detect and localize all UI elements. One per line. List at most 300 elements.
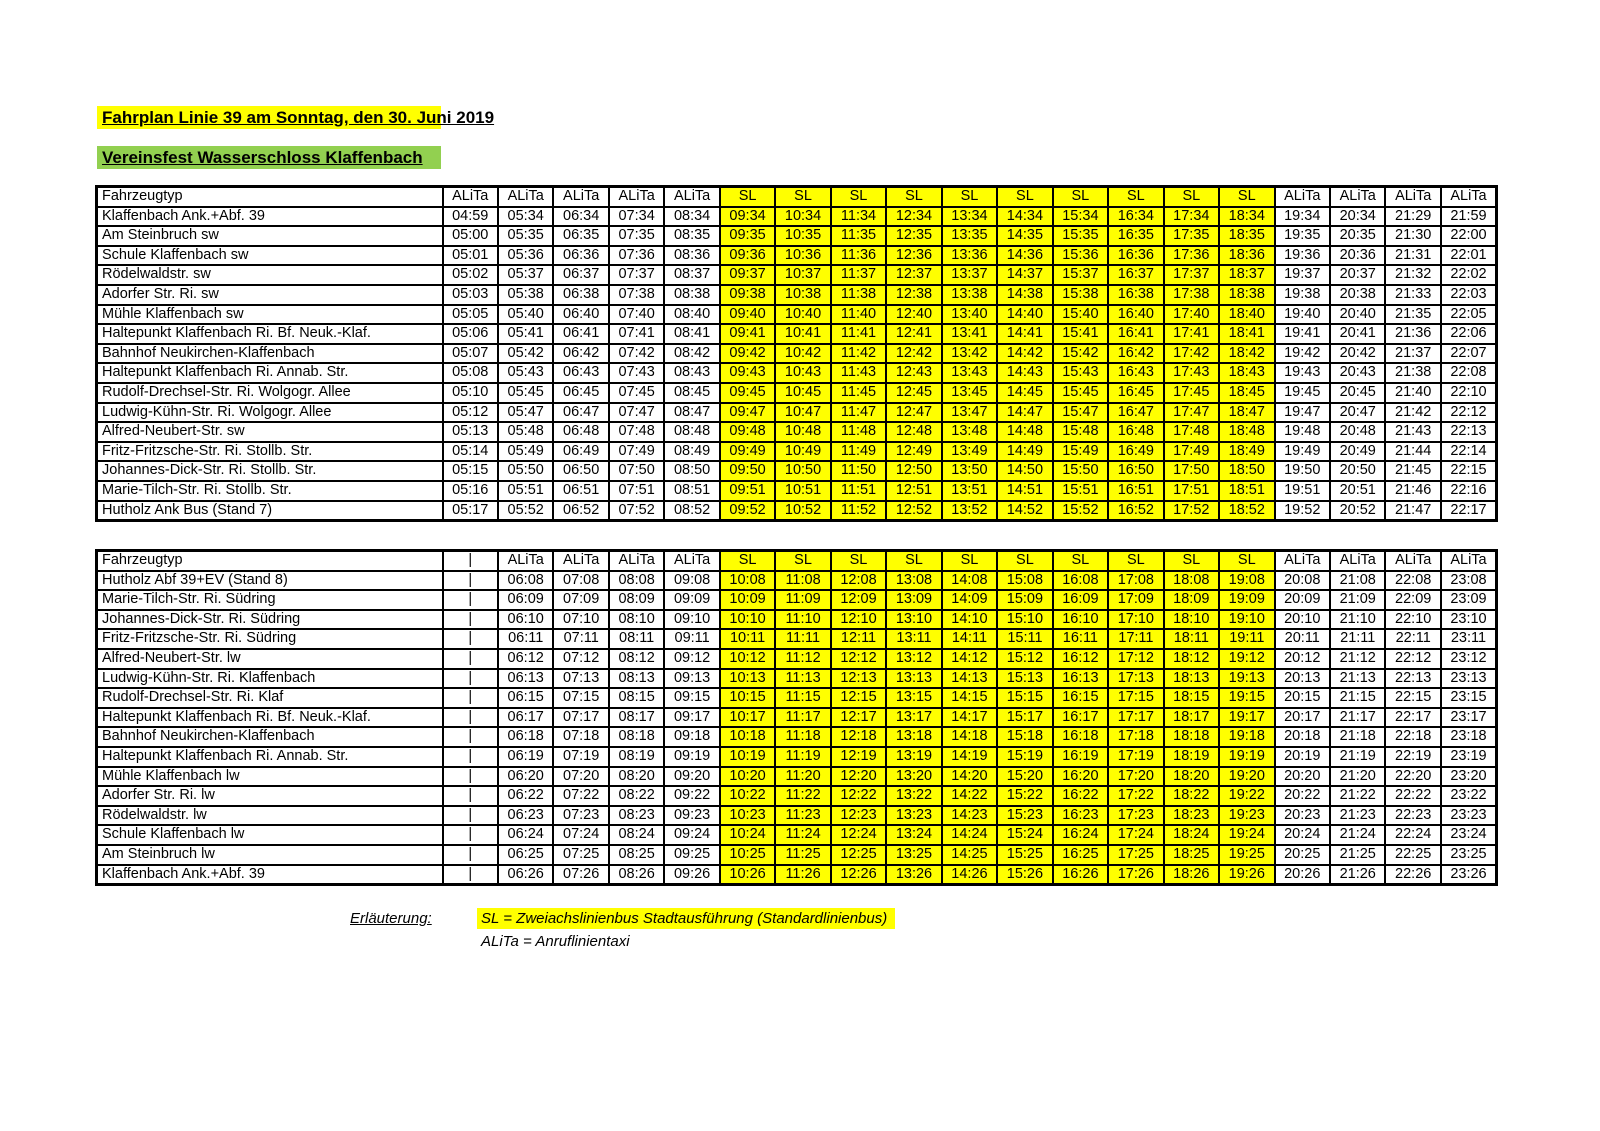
time-cell: 15:24 [997, 825, 1052, 845]
time-cell: 05:17 [443, 501, 498, 521]
time-cell: 13:22 [886, 786, 941, 806]
time-cell: 09:36 [720, 246, 775, 266]
time-cell: 23:24 [1441, 825, 1497, 845]
time-cell: 17:42 [1164, 344, 1219, 364]
time-cell: 07:34 [609, 207, 664, 227]
time-cell: 11:12 [775, 649, 830, 669]
time-cell: 17:41 [1164, 324, 1219, 344]
time-cell: 21:35 [1385, 305, 1440, 325]
time-cell: 13:09 [886, 590, 941, 610]
time-cell: 19:15 [1219, 688, 1274, 708]
time-cell: 18:41 [1219, 324, 1274, 344]
time-cell: 20:50 [1330, 461, 1385, 481]
time-cell: 14:45 [997, 383, 1052, 403]
time-cell: 06:18 [498, 727, 553, 747]
time-cell: 18:23 [1164, 806, 1219, 826]
time-cell: 10:12 [720, 649, 775, 669]
time-cell: 10:43 [775, 363, 830, 383]
time-cell: 06:45 [553, 383, 608, 403]
time-cell: 18:51 [1219, 481, 1274, 501]
time-cell: 22:26 [1385, 865, 1440, 885]
time-cell: 22:06 [1441, 324, 1497, 344]
time-cell: 09:47 [720, 403, 775, 423]
time-cell: 15:37 [1053, 265, 1108, 285]
time-cell: 10:35 [775, 226, 830, 246]
time-cell: 10:42 [775, 344, 830, 364]
table-row [97, 786, 1497, 806]
column-header-alita: ALiTa [664, 187, 719, 207]
time-cell: 10:23 [720, 806, 775, 826]
time-cell: 22:05 [1441, 305, 1497, 325]
time-cell: 16:35 [1108, 226, 1163, 246]
time-cell: 10:48 [775, 422, 830, 442]
time-cell: 09:15 [664, 688, 719, 708]
column-header-alita: ALiTa [609, 551, 664, 571]
table-row [97, 825, 1497, 845]
time-cell: 09:35 [720, 226, 775, 246]
time-cell: 15:11 [997, 629, 1052, 649]
time-cell: 04:59 [443, 207, 498, 227]
time-cell: 17:22 [1108, 786, 1163, 806]
time-cell: 15:47 [1053, 403, 1108, 423]
time-cell: 11:19 [775, 747, 830, 767]
table-row [97, 767, 1497, 787]
time-cell: 12:20 [831, 767, 886, 787]
stop-name-cell: Haltepunkt Klaffenbach Ri. Annab. Str. [97, 363, 443, 383]
table-row [97, 649, 1497, 669]
no-service-cell: | [443, 767, 498, 787]
table-row [97, 590, 1497, 610]
no-service-cell: | [443, 865, 498, 885]
time-cell: 08:13 [609, 669, 664, 689]
time-cell: 17:24 [1108, 825, 1163, 845]
time-cell: 05:47 [498, 403, 553, 423]
legend-alita-definition: ALiTa = Anruflinientaxi [481, 933, 630, 950]
time-cell: 23:25 [1441, 845, 1497, 865]
time-cell: 13:36 [942, 246, 997, 266]
table-row [97, 688, 1497, 708]
time-cell: 13:17 [886, 708, 941, 728]
time-cell: 11:50 [831, 461, 886, 481]
time-cell: 21:32 [1385, 265, 1440, 285]
stop-name-cell: Am Steinbruch lw [97, 845, 443, 865]
time-cell: 09:52 [720, 501, 775, 521]
time-cell: 08:36 [664, 246, 719, 266]
column-header-alita: ALiTa [1275, 187, 1330, 207]
time-cell: 11:26 [775, 865, 830, 885]
time-cell: 11:42 [831, 344, 886, 364]
time-cell: 20:20 [1275, 767, 1330, 787]
time-cell: 11:40 [831, 305, 886, 325]
time-cell: 10:18 [720, 727, 775, 747]
time-cell: 13:20 [886, 767, 941, 787]
time-cell: 16:40 [1108, 305, 1163, 325]
time-cell: 19:13 [1219, 669, 1274, 689]
time-cell: 12:48 [886, 422, 941, 442]
time-cell: 10:38 [775, 285, 830, 305]
time-cell: 06:22 [498, 786, 553, 806]
time-cell: 08:09 [609, 590, 664, 610]
time-cell: 11:09 [775, 590, 830, 610]
time-cell: 10:09 [720, 590, 775, 610]
time-cell: 21:44 [1385, 442, 1440, 462]
time-cell: 19:52 [1275, 501, 1330, 521]
time-cell: 16:51 [1108, 481, 1163, 501]
time-cell: 09:19 [664, 747, 719, 767]
column-header-alita: ALiTa [1385, 551, 1440, 571]
time-cell: 12:51 [886, 481, 941, 501]
time-cell: 13:38 [942, 285, 997, 305]
time-cell: 17:20 [1108, 767, 1163, 787]
time-cell: 21:26 [1330, 865, 1385, 885]
time-cell: 19:24 [1219, 825, 1274, 845]
time-cell: 13:18 [886, 727, 941, 747]
time-cell: 17:43 [1164, 363, 1219, 383]
time-cell: 11:37 [831, 265, 886, 285]
time-cell: 09:37 [720, 265, 775, 285]
time-cell: 06:49 [553, 442, 608, 462]
time-cell: 07:45 [609, 383, 664, 403]
time-cell: 09:25 [664, 845, 719, 865]
time-cell: 10:11 [720, 629, 775, 649]
time-cell: 21:30 [1385, 226, 1440, 246]
time-cell: 12:42 [886, 344, 941, 364]
time-cell: 18:12 [1164, 649, 1219, 669]
time-cell: 17:13 [1108, 669, 1163, 689]
time-cell: 16:45 [1108, 383, 1163, 403]
time-cell: 11:24 [775, 825, 830, 845]
stop-name-cell: Fritz-Fritzsche-Str. Ri. Stollb. Str. [97, 442, 443, 462]
time-cell: 16:36 [1108, 246, 1163, 266]
column-header-no-service: | [443, 551, 498, 571]
time-cell: 10:15 [720, 688, 775, 708]
time-cell: 23:11 [1441, 629, 1497, 649]
column-header-sl: SL [720, 551, 775, 571]
time-cell: 17:17 [1108, 708, 1163, 728]
time-cell: 10:36 [775, 246, 830, 266]
time-cell: 05:36 [498, 246, 553, 266]
time-cell: 13:23 [886, 806, 941, 826]
time-cell: 17:11 [1108, 629, 1163, 649]
time-cell: 18:20 [1164, 767, 1219, 787]
time-cell: 10:24 [720, 825, 775, 845]
time-cell: 14:48 [997, 422, 1052, 442]
time-cell: 17:48 [1164, 422, 1219, 442]
time-cell: 07:23 [553, 806, 608, 826]
no-service-cell: | [443, 610, 498, 630]
time-cell: 20:43 [1330, 363, 1385, 383]
time-cell: 22:10 [1441, 383, 1497, 403]
time-cell: 14:52 [997, 501, 1052, 521]
time-cell: 15:36 [1053, 246, 1108, 266]
time-cell: 18:08 [1164, 571, 1219, 591]
time-cell: 12:08 [831, 571, 886, 591]
time-cell: 09:26 [664, 865, 719, 885]
column-header-alita: ALiTa [498, 551, 553, 571]
time-cell: 22:00 [1441, 226, 1497, 246]
time-cell: 21:43 [1385, 422, 1440, 442]
time-cell: 09:10 [664, 610, 719, 630]
time-cell: 13:19 [886, 747, 941, 767]
stop-name-cell: Marie-Tilch-Str. Ri. Stollb. Str. [97, 481, 443, 501]
time-cell: 10:47 [775, 403, 830, 423]
time-cell: 09:51 [720, 481, 775, 501]
time-cell: 14:50 [997, 461, 1052, 481]
time-cell: 10:20 [720, 767, 775, 787]
time-cell: 11:17 [775, 708, 830, 728]
time-cell: 12:15 [831, 688, 886, 708]
time-cell: 08:17 [609, 708, 664, 728]
time-cell: 08:50 [664, 461, 719, 481]
time-cell: 18:36 [1219, 246, 1274, 266]
time-cell: 19:40 [1275, 305, 1330, 325]
time-cell: 20:22 [1275, 786, 1330, 806]
header-row [97, 551, 1497, 571]
time-cell: 08:35 [664, 226, 719, 246]
stop-name-cell: Marie-Tilch-Str. Ri. Südring [97, 590, 443, 610]
time-cell: 20:15 [1275, 688, 1330, 708]
time-cell: 22:15 [1385, 688, 1440, 708]
time-cell: 05:37 [498, 265, 553, 285]
no-service-cell: | [443, 727, 498, 747]
time-cell: 05:01 [443, 246, 498, 266]
time-cell: 17:08 [1108, 571, 1163, 591]
time-cell: 07:08 [553, 571, 608, 591]
time-cell: 17:52 [1164, 501, 1219, 521]
time-cell: 18:35 [1219, 226, 1274, 246]
time-cell: 05:00 [443, 226, 498, 246]
time-cell: 06:19 [498, 747, 553, 767]
time-cell: 20:10 [1275, 610, 1330, 630]
time-cell: 06:41 [553, 324, 608, 344]
header-row [97, 187, 1497, 207]
column-header-alita: ALiTa [1441, 187, 1497, 207]
time-cell: 11:52 [831, 501, 886, 521]
time-cell: 17:25 [1108, 845, 1163, 865]
time-cell: 21:08 [1330, 571, 1385, 591]
time-cell: 20:51 [1330, 481, 1385, 501]
time-cell: 05:15 [443, 461, 498, 481]
time-cell: 20:19 [1275, 747, 1330, 767]
time-cell: 20:26 [1275, 865, 1330, 885]
time-cell: 07:43 [609, 363, 664, 383]
time-cell: 07:49 [609, 442, 664, 462]
time-cell: 16:10 [1053, 610, 1108, 630]
time-cell: 10:19 [720, 747, 775, 767]
time-cell: 16:13 [1053, 669, 1108, 689]
table-row [97, 442, 1497, 462]
time-cell: 12:22 [831, 786, 886, 806]
time-cell: 20:12 [1275, 649, 1330, 669]
time-cell: 23:23 [1441, 806, 1497, 826]
time-cell: 09:11 [664, 629, 719, 649]
no-service-cell: | [443, 571, 498, 591]
time-cell: 09:38 [720, 285, 775, 305]
table-row [97, 363, 1497, 383]
time-cell: 20:45 [1330, 383, 1385, 403]
time-cell: 13:43 [942, 363, 997, 383]
time-cell: 08:52 [664, 501, 719, 521]
time-cell: 12:18 [831, 727, 886, 747]
time-cell: 09:50 [720, 461, 775, 481]
time-cell: 14:41 [997, 324, 1052, 344]
legend-sl-definition: SL = Zweiachslinienbus Stadtausführung (Standardlinienbus) [477, 908, 895, 929]
time-cell: 16:15 [1053, 688, 1108, 708]
time-cell: 07:41 [609, 324, 664, 344]
stop-name-cell: Adorfer Str. Ri. sw [97, 285, 443, 305]
time-cell: 15:19 [997, 747, 1052, 767]
time-cell: 08:19 [609, 747, 664, 767]
time-cell: 11:18 [775, 727, 830, 747]
table-row [97, 422, 1497, 442]
column-header-sl: SL [720, 187, 775, 207]
time-cell: 21:13 [1330, 669, 1385, 689]
time-cell: 13:15 [886, 688, 941, 708]
time-cell: 11:47 [831, 403, 886, 423]
no-service-cell: | [443, 786, 498, 806]
time-cell: 16:38 [1108, 285, 1163, 305]
time-cell: 06:37 [553, 265, 608, 285]
time-cell: 22:15 [1441, 461, 1497, 481]
time-cell: 05:13 [443, 422, 498, 442]
time-cell: 17:26 [1108, 865, 1163, 885]
time-cell: 12:26 [831, 865, 886, 885]
time-cell: 22:20 [1385, 767, 1440, 787]
column-header-alita: ALiTa [553, 551, 608, 571]
table-row [97, 806, 1497, 826]
time-cell: 15:20 [997, 767, 1052, 787]
column-header-sl: SL [997, 187, 1052, 207]
time-cell: 05:12 [443, 403, 498, 423]
time-cell: 05:51 [498, 481, 553, 501]
time-cell: 12:36 [886, 246, 941, 266]
stop-name-cell: Rudolf-Drechsel-Str. Ri. Klaf [97, 688, 443, 708]
time-cell: 12:35 [886, 226, 941, 246]
time-cell: 06:15 [498, 688, 553, 708]
time-cell: 13:11 [886, 629, 941, 649]
time-cell: 21:15 [1330, 688, 1385, 708]
no-service-cell: | [443, 806, 498, 826]
time-cell: 05:08 [443, 363, 498, 383]
time-cell: 19:50 [1275, 461, 1330, 481]
time-cell: 17:10 [1108, 610, 1163, 630]
stop-name-cell: Hutholz Ank Bus (Stand 7) [97, 501, 443, 521]
time-cell: 08:25 [609, 845, 664, 865]
time-cell: 11:22 [775, 786, 830, 806]
time-cell: 15:35 [1053, 226, 1108, 246]
time-cell: 07:50 [609, 461, 664, 481]
time-cell: 15:48 [1053, 422, 1108, 442]
time-cell: 22:11 [1385, 629, 1440, 649]
time-cell: 14:09 [942, 590, 997, 610]
time-cell: 17:40 [1164, 305, 1219, 325]
time-cell: 21:40 [1385, 383, 1440, 403]
time-cell: 22:14 [1441, 442, 1497, 462]
time-cell: 16:18 [1053, 727, 1108, 747]
column-header-sl: SL [1219, 187, 1274, 207]
time-cell: 14:47 [997, 403, 1052, 423]
time-cell: 13:42 [942, 344, 997, 364]
column-header-sl: SL [886, 551, 941, 571]
time-cell: 14:19 [942, 747, 997, 767]
time-cell: 19:22 [1219, 786, 1274, 806]
time-cell: 06:17 [498, 708, 553, 728]
time-cell: 14:25 [942, 845, 997, 865]
table-row [97, 383, 1497, 403]
time-cell: 13:45 [942, 383, 997, 403]
time-cell: 11:45 [831, 383, 886, 403]
time-cell: 15:49 [1053, 442, 1108, 462]
column-header-sl: SL [942, 551, 997, 571]
column-header-sl: SL [775, 551, 830, 571]
time-cell: 07:20 [553, 767, 608, 787]
time-cell: 10:37 [775, 265, 830, 285]
time-cell: 16:26 [1053, 865, 1108, 885]
time-cell: 11:23 [775, 806, 830, 826]
time-cell: 16:25 [1053, 845, 1108, 865]
time-cell: 19:17 [1219, 708, 1274, 728]
time-cell: 14:17 [942, 708, 997, 728]
table-row [97, 610, 1497, 630]
time-cell: 22:08 [1385, 571, 1440, 591]
column-header-sl: SL [775, 187, 830, 207]
time-cell: 13:40 [942, 305, 997, 325]
time-cell: 19:23 [1219, 806, 1274, 826]
time-cell: 13:41 [942, 324, 997, 344]
time-cell: 21:12 [1330, 649, 1385, 669]
time-cell: 23:18 [1441, 727, 1497, 747]
time-cell: 08:42 [664, 344, 719, 364]
time-cell: 21:09 [1330, 590, 1385, 610]
time-cell: 05:43 [498, 363, 553, 383]
time-cell: 22:19 [1385, 747, 1440, 767]
table-row [97, 629, 1497, 649]
time-cell: 13:48 [942, 422, 997, 442]
time-cell: 19:25 [1219, 845, 1274, 865]
time-cell: 06:47 [553, 403, 608, 423]
no-service-cell: | [443, 649, 498, 669]
time-cell: 15:42 [1053, 344, 1108, 364]
table-row [97, 265, 1497, 285]
time-cell: 12:38 [886, 285, 941, 305]
time-cell: 18:50 [1219, 461, 1274, 481]
time-cell: 12:10 [831, 610, 886, 630]
time-cell: 15:38 [1053, 285, 1108, 305]
time-cell: 19:41 [1275, 324, 1330, 344]
time-cell: 11:15 [775, 688, 830, 708]
time-cell: 05:35 [498, 226, 553, 246]
time-cell: 09:13 [664, 669, 719, 689]
time-cell: 06:48 [553, 422, 608, 442]
table-row [97, 305, 1497, 325]
time-cell: 11:43 [831, 363, 886, 383]
time-cell: 09:12 [664, 649, 719, 669]
time-cell: 06:51 [553, 481, 608, 501]
time-cell: 12:45 [886, 383, 941, 403]
time-cell: 14:51 [997, 481, 1052, 501]
time-cell: 21:31 [1385, 246, 1440, 266]
time-cell: 08:41 [664, 324, 719, 344]
time-cell: 10:52 [775, 501, 830, 521]
time-cell: 18:45 [1219, 383, 1274, 403]
time-cell: 06:13 [498, 669, 553, 689]
no-service-cell: | [443, 845, 498, 865]
time-cell: 08:10 [609, 610, 664, 630]
time-cell: 22:01 [1441, 246, 1497, 266]
time-cell: 20:09 [1275, 590, 1330, 610]
time-cell: 10:45 [775, 383, 830, 403]
stop-name-cell: Fritz-Fritzsche-Str. Ri. Südring [97, 629, 443, 649]
